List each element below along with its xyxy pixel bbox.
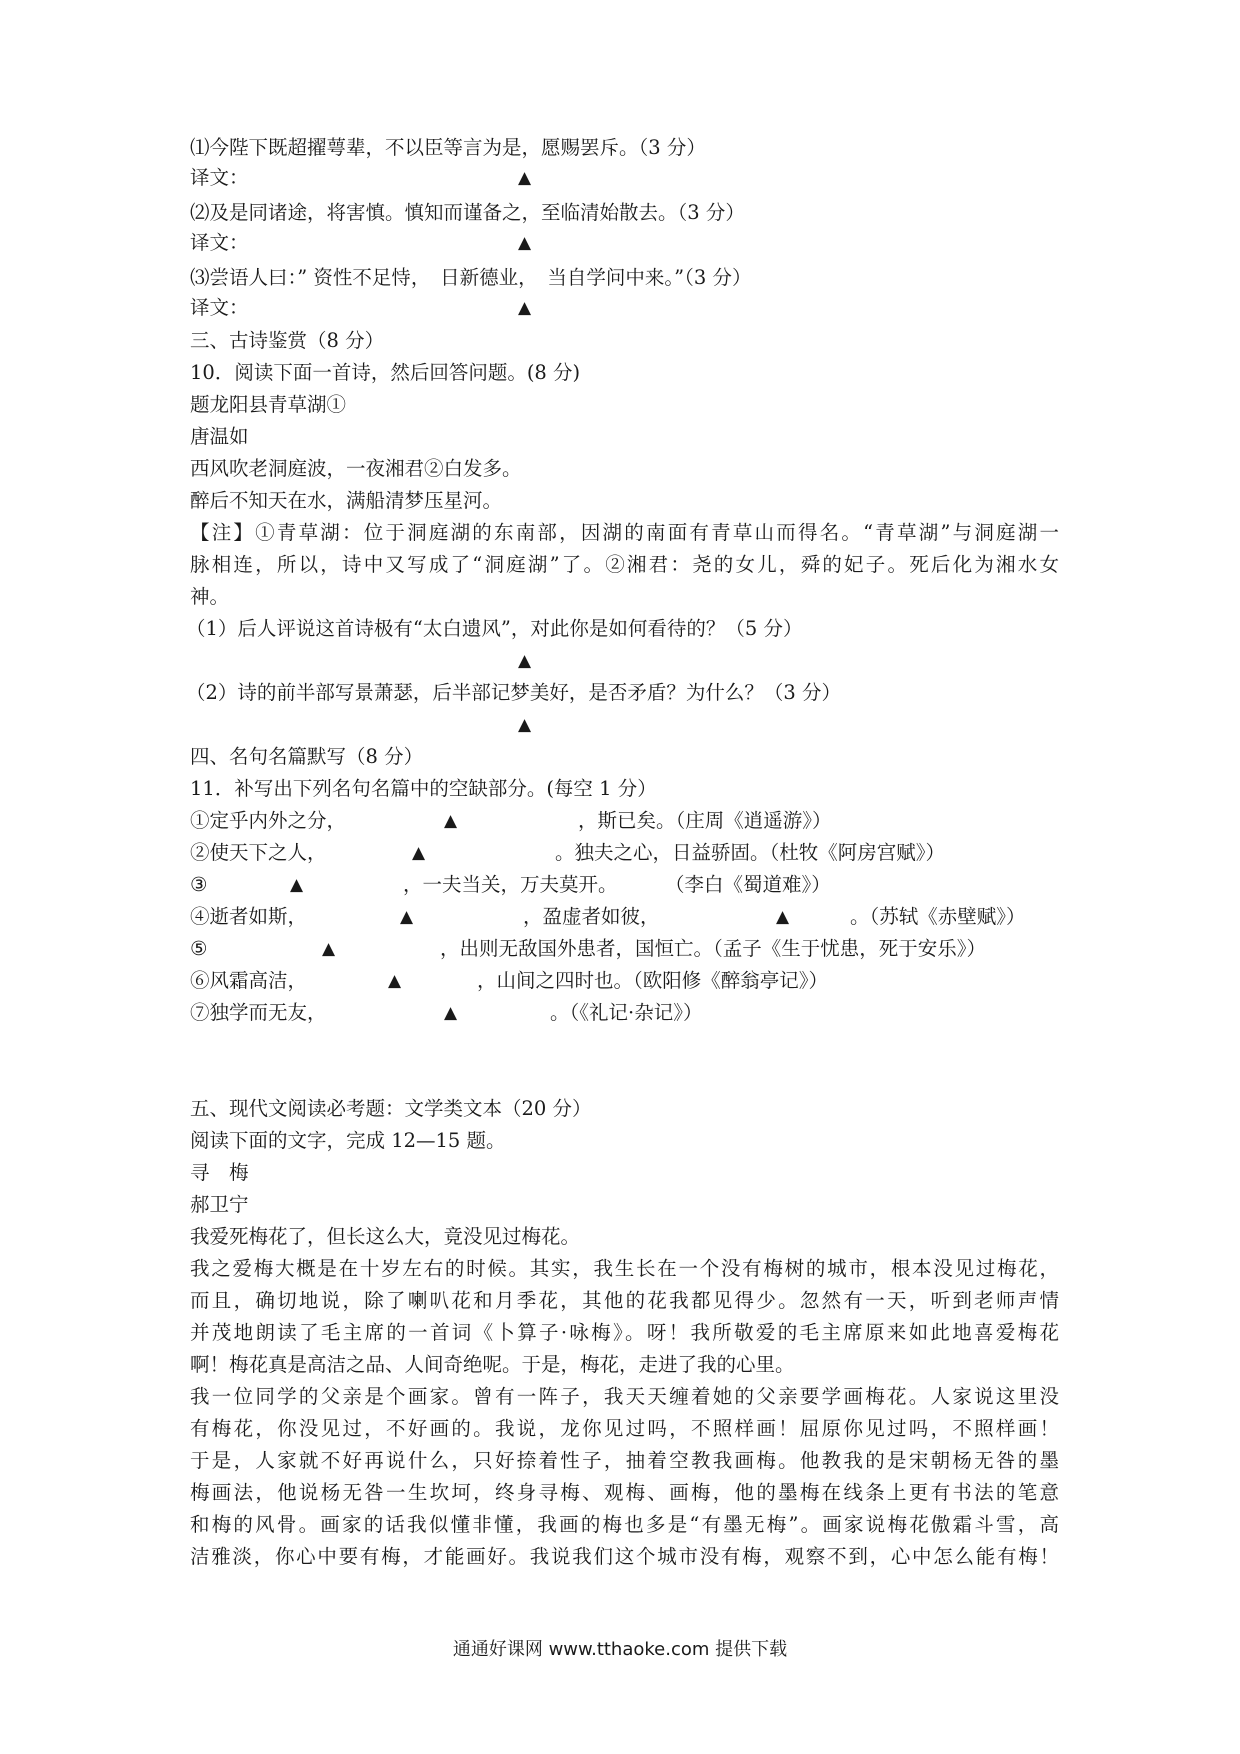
article-paragraph: 我之爱梅大概是在十岁左右的时候。其实，我生长在一个没有梅树的城市，根本没见过梅花， [190,1257,1059,1280]
answer-blank-triangle: ▲ [518,298,532,318]
fill-line-7-end: 。（《礼记·杂记》） [550,1001,703,1024]
article-paragraph: 和梅的风骨。画家的话我似懂非懂，我画的梅也多是“有墨无梅”。画家说梅花傲霜斗雪，高 [190,1513,1059,1536]
fill-line-3-source: （李白《蜀道难》） [665,873,831,896]
poem-line: 西风吹老洞庭波，一夜湘君②白发多。 [190,457,522,480]
fill-line-1-start: ①定乎内外之分， [190,809,347,832]
article-paragraph: 洁雅淡，你心中要有梅，才能画好。我说我们这个城市没有梅，观察不到，心中怎么能有梅！ [190,1545,1059,1568]
article-author: 郝卫宁 [190,1193,249,1216]
answer-blank-triangle: ▲ [518,168,532,188]
poem-author: 唐温如 [190,425,249,448]
article-title: 寻 梅 [190,1161,249,1184]
answer-blank-triangle: ▲ [322,939,336,959]
fill-line-5-end: ，出则无敌国外患者，国恒亡。（孟子《生于忧患，死于安乐》） [440,937,987,960]
answer-blank-triangle: ▲ [412,843,426,863]
fill-line-5-start: ⑤ [190,937,208,960]
article-paragraph: 我爱死梅花了，但长这么大，竟没见过梅花。 [190,1225,581,1248]
translation-label-3: 译文： [190,296,249,319]
article-paragraph: 于是，人家就不好再说什么，只好捺着性子，抽着空教我画梅。他教我的是宋朝杨无咎的墨 [190,1449,1059,1472]
fill-line-3-middle: ，一夫当关，万夫莫开。 [403,873,618,896]
poem-note: 【注】①青草湖：位于洞庭湖的东南部，因湖的南面有青草山而得名。“青草湖”与洞庭湖一 [190,521,1059,544]
poem-title: 题龙阳县青草湖① [190,393,347,416]
fill-line-4-start: ④逝者如斯， [190,905,308,928]
section-heading-poetry: 三、古诗鉴赏（8 分） [190,329,385,352]
poem-line: 醉后不知天在水，满船清梦压星河。 [190,489,503,512]
sub-question-2: （2）诗的前半部写景萧瑟，后半部记梦美好，是否矛盾？为什么？（3 分） [186,681,842,704]
question-11: 11．补写出下列名句名篇中的空缺部分。(每空 1 分） [190,777,657,800]
reading-instruction: 阅读下面的文字，完成 12—15 题。 [190,1129,506,1152]
answer-blank-triangle: ▲ [290,875,304,895]
answer-blank-triangle: ▲ [444,811,458,831]
article-paragraph: 梅画法，他说杨无咎一生坎坷，终身寻梅、观梅、画梅，他的墨梅在线条上更有书法的笔意 [190,1481,1059,1504]
answer-blank-triangle: ▲ [518,651,532,671]
article-paragraph: 啊！梅花真是高洁之品、人间奇绝呢。于是，梅花，走进了我的心里。 [190,1353,795,1376]
answer-blank-triangle: ▲ [444,1003,458,1023]
page-footer: 通通好课网 www.tthaoke.com 提供下载 [452,1639,788,1660]
fill-line-6-end: ，山间之四时也。（欧阳修《醉翁亭记》） [477,969,829,992]
fill-line-3-start: ③ [190,873,208,896]
article-paragraph: 我一位同学的父亲是个画家。曾有一阵子，我天天缠着她的父亲要学画梅花。人家说这里没 [190,1385,1059,1408]
translation-question-2: ⑵及是同诸途，将害慎。慎知而谨备之，至临清始散去。（3 分） [190,201,745,224]
answer-blank-triangle: ▲ [400,907,414,927]
fill-line-4-end: 。（苏轼《赤壁赋》） [850,905,1026,928]
question-10: 10．阅读下面一首诗，然后回答问题。(8 分) [190,361,581,384]
section-heading-recitation: 四、名句名篇默写（8 分） [190,745,424,768]
fill-line-2-start: ②使天下之人， [190,841,327,864]
fill-line-2-end: 。独夫之心，日益骄固。（杜牧《阿房宫赋》） [555,841,946,864]
section-heading-reading: 五、现代文阅读必考题：文学类文本（20 分） [190,1097,592,1120]
sub-question-1: （1）后人评说这首诗极有“太白遗风”，对此你是如何看待的？（5 分） [186,617,803,640]
translation-question-3: ⑶尝语人曰：” 资性不足恃， 日新德业， 当自学问中来。”（3 分） [190,266,752,289]
translation-label-1: 译文： [190,166,249,189]
fill-line-7-start: ⑦独学而无友， [190,1001,327,1024]
article-paragraph: 有梅花，你没见过，不好画的。我说，龙你见过吗，不照样画！屈原你见过吗，不照样画！ [190,1417,1059,1440]
poem-note: 脉相连，所以，诗中又写成了“洞庭湖”了。②湘君：尧的女儿，舜的妃子。死后化为湘水女 [190,553,1059,576]
poem-note: 神。 [190,585,230,608]
answer-blank-triangle: ▲ [518,233,532,253]
answer-blank-triangle: ▲ [776,907,790,927]
translation-question-1: ⑴今陛下既超擢萼辈，不以臣等言为是，愿赐罢斥。（3 分） [190,136,706,159]
translation-label-2: 译文： [190,231,249,254]
article-paragraph: 而且，确切地说，除了喇叭花和月季花，其他的花我都见得少。忽然有一天，听到老师声情 [190,1289,1059,1312]
answer-blank-triangle: ▲ [388,971,402,991]
fill-line-4-middle: ，盈虚者如彼， [523,905,660,928]
answer-blank-triangle: ▲ [518,715,532,735]
article-paragraph: 并茂地朗读了毛主席的一首词《卜算子·咏梅》。呀！我所敬爱的毛主席原来如此地喜爱梅花 [190,1321,1059,1344]
fill-line-1-end: ，斯已矣。（庄周《逍遥游》） [578,809,832,832]
fill-line-6-start: ⑥风霜高洁， [190,969,308,992]
